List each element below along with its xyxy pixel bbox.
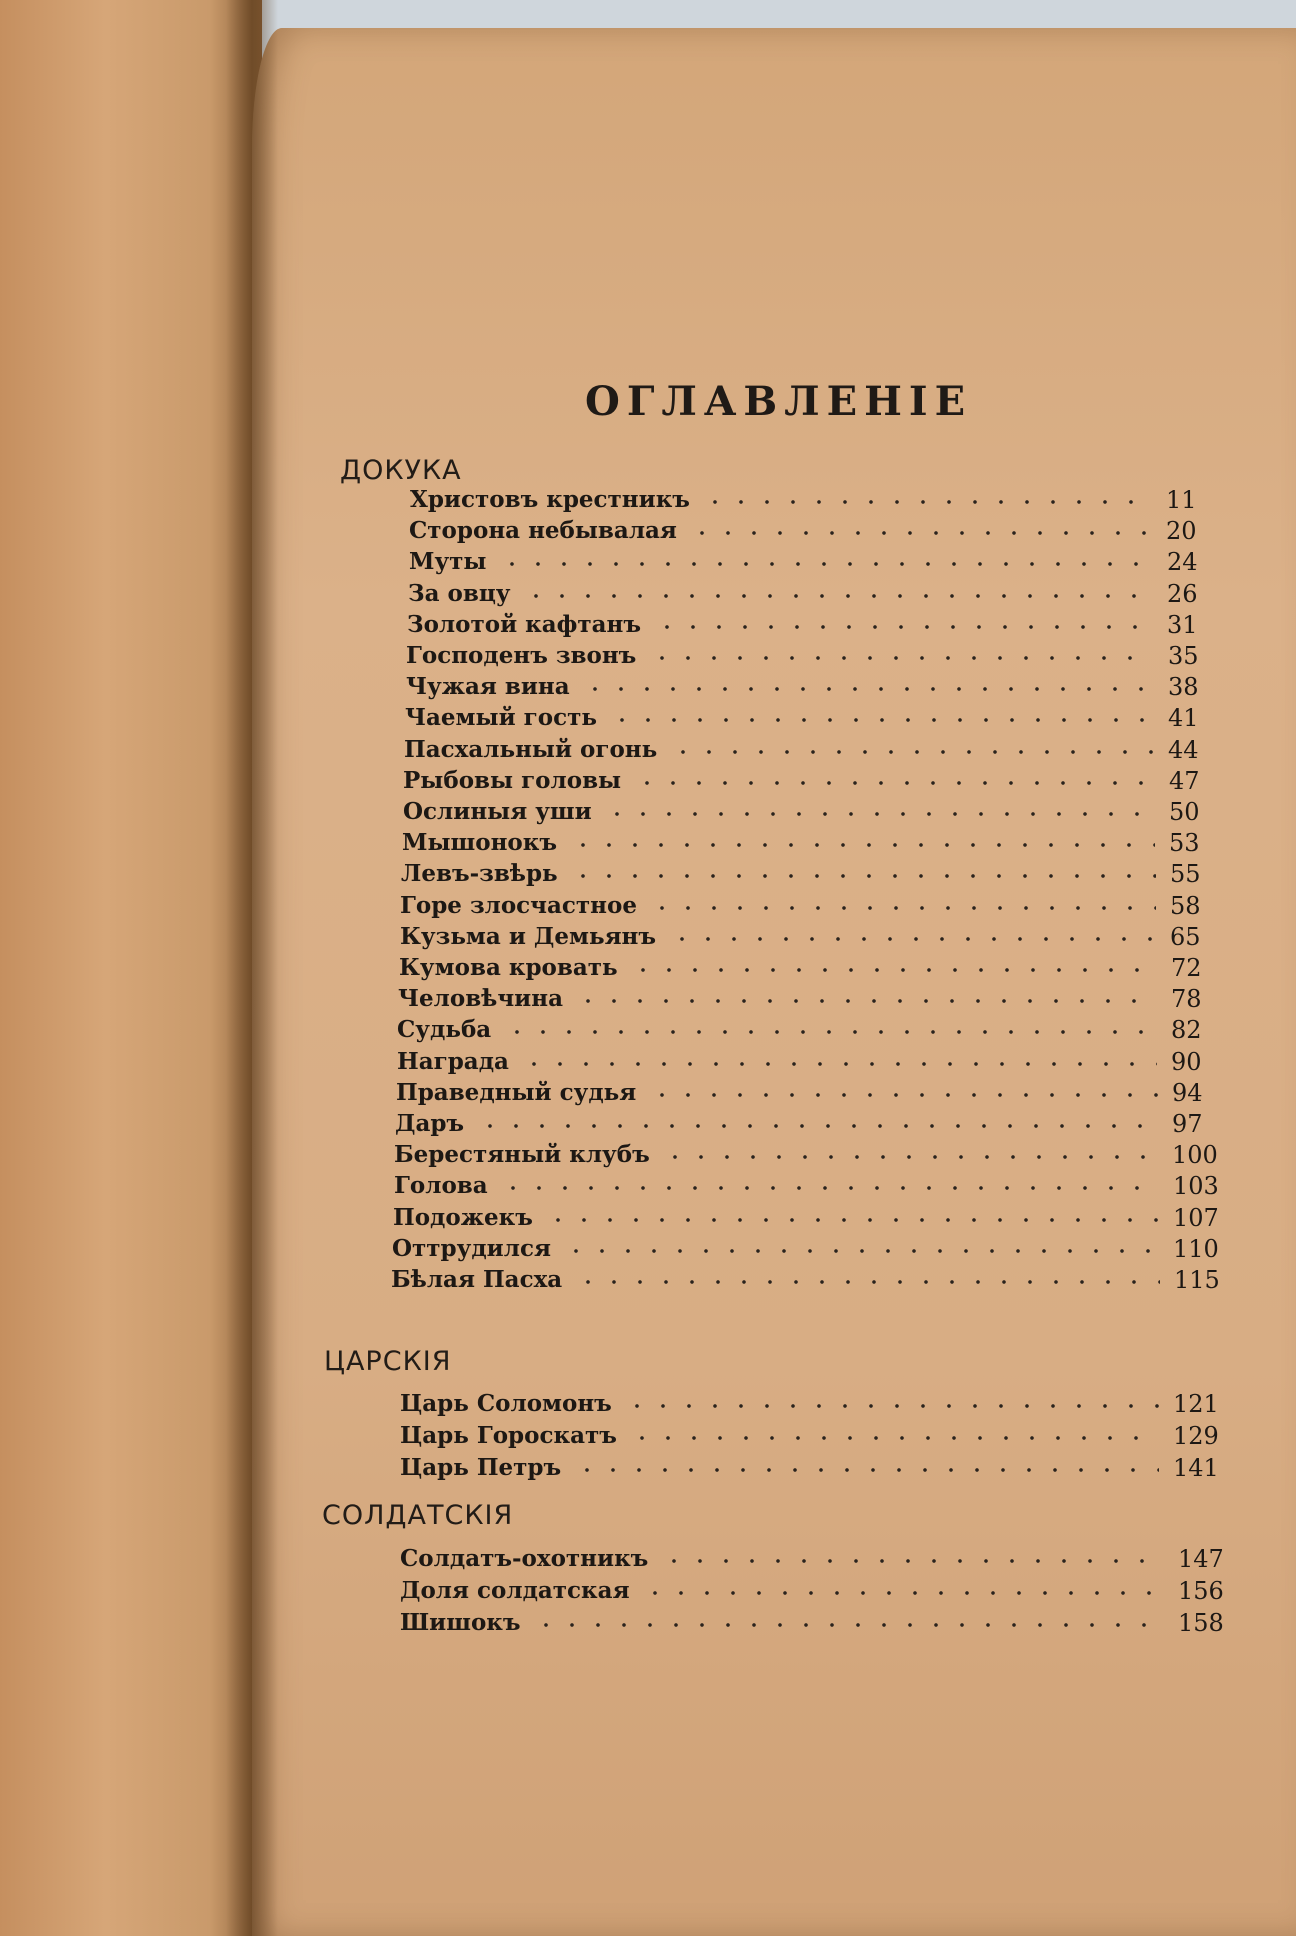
entry-title: Солдатъ-охотникъ — [400, 1545, 649, 1572]
dot-leader — [662, 1155, 1158, 1159]
toc-entry — [408, 580, 1227, 612]
section-heading: ЦАРСКІЯ — [324, 1346, 452, 1377]
dot-leader — [661, 1559, 1164, 1563]
dot-leader — [504, 1030, 1157, 1034]
entry-title: Шишокъ — [400, 1609, 521, 1636]
dot-leader — [500, 1186, 1159, 1190]
entry-page-number: 31 — [1167, 611, 1198, 639]
toc-title: ОГЛАВЛЕНІЕ — [585, 378, 973, 425]
entry-page-number: 94 — [1172, 1079, 1203, 1107]
toc-entry — [404, 736, 1228, 768]
entry-page-number: 47 — [1169, 767, 1200, 795]
entry-title: Чужая вина — [406, 673, 570, 700]
entry-page-number: 11 — [1166, 486, 1197, 514]
entry-title: Левъ-звѣрь — [401, 860, 558, 887]
toc-entry — [396, 1079, 1232, 1111]
dot-leader — [609, 718, 1154, 722]
entry-title: Праведный судья — [396, 1079, 637, 1106]
dot-leader — [624, 1404, 1159, 1408]
entry-page-number: 78 — [1171, 985, 1202, 1013]
entry-title: Ослиныя уши — [403, 798, 592, 825]
entry-page-number: 90 — [1171, 1048, 1202, 1076]
dot-leader — [630, 968, 1157, 972]
section-heading: ДОКУКА — [340, 455, 462, 486]
dot-leader — [649, 656, 1154, 660]
dot-leader — [604, 812, 1155, 816]
toc-entry — [403, 798, 1229, 830]
toc-entry — [400, 892, 1230, 924]
toc-entry — [405, 704, 1228, 736]
toc-entry — [400, 1422, 1233, 1454]
entry-title: Награда — [397, 1048, 509, 1075]
entry-title: Судьба — [397, 1016, 492, 1043]
left-page — [0, 0, 262, 1936]
entry-title: Кумова кровать — [399, 954, 618, 981]
entry-title: За овцу — [408, 580, 511, 607]
toc-entry — [397, 1048, 1231, 1080]
dot-leader — [649, 906, 1156, 910]
entry-page-number: 129 — [1173, 1422, 1219, 1450]
dot-leader — [634, 781, 1155, 785]
entry-title: Человѣчина — [398, 985, 563, 1012]
toc-entry — [403, 767, 1229, 799]
toc-entry — [406, 673, 1228, 705]
entry-title: Христовъ крестникъ — [410, 486, 690, 513]
toc-entry — [393, 1204, 1233, 1236]
entry-page-number: 141 — [1173, 1454, 1219, 1482]
entry-title: Рыбовы головы — [403, 767, 622, 794]
entry-page-number: 115 — [1174, 1266, 1220, 1294]
toc-entry — [400, 1545, 1238, 1577]
toc-entry — [407, 611, 1227, 643]
entry-title: Чаемый гость — [405, 704, 597, 731]
entry-title: Горе злосчастное — [400, 892, 637, 919]
toc-entry — [409, 517, 1226, 549]
dot-leader — [575, 1280, 1160, 1284]
entry-title: Голова — [394, 1172, 488, 1199]
entry-page-number: 20 — [1166, 517, 1197, 545]
dot-leader — [702, 500, 1152, 504]
toc-entry — [392, 1235, 1233, 1267]
entry-page-number: 110 — [1173, 1235, 1219, 1263]
toc-entry — [395, 1110, 1232, 1142]
dot-leader — [570, 874, 1156, 878]
toc-entry — [400, 1390, 1233, 1422]
entry-page-number: 65 — [1170, 923, 1201, 951]
toc-entry — [398, 985, 1231, 1017]
entry-page-number: 53 — [1169, 829, 1200, 857]
entry-title: Царь Петръ — [400, 1454, 562, 1481]
entry-page-number: 121 — [1173, 1390, 1219, 1418]
entry-page-number: 158 — [1178, 1609, 1224, 1637]
toc-entry — [400, 1454, 1233, 1486]
entry-title: Муты — [409, 548, 487, 575]
entry-page-number: 44 — [1168, 736, 1199, 764]
entry-page-number: 82 — [1171, 1016, 1202, 1044]
entry-page-number: 103 — [1173, 1172, 1219, 1200]
entry-page-number: 58 — [1170, 892, 1201, 920]
dot-leader — [629, 1436, 1159, 1440]
entry-title: Царь Соломонъ — [400, 1390, 612, 1417]
entry-page-number: 156 — [1178, 1577, 1224, 1605]
entry-title: Бѣлая Пасха — [391, 1266, 563, 1293]
dot-leader — [563, 1249, 1159, 1253]
entry-page-number: 24 — [1167, 548, 1198, 576]
entry-page-number: 35 — [1168, 642, 1199, 670]
dot-leader — [575, 999, 1157, 1003]
entry-title: Кузьма и Демьянъ — [400, 923, 657, 950]
entry-title: Даръ — [395, 1110, 465, 1137]
entry-page-number: 55 — [1170, 860, 1201, 888]
section-heading: СОЛДАТСКІЯ — [322, 1500, 514, 1531]
toc-entry — [397, 1016, 1231, 1048]
entry-title: Доля солдатская — [400, 1577, 630, 1604]
entry-page-number: 26 — [1167, 580, 1198, 608]
dot-leader — [521, 1062, 1157, 1066]
entry-title: Царь Гороскатъ — [400, 1422, 617, 1449]
dot-leader — [574, 1468, 1159, 1472]
toc-entry — [394, 1172, 1233, 1204]
entry-title: Мышонокъ — [402, 829, 558, 856]
dot-leader — [477, 1124, 1158, 1128]
dot-leader — [570, 843, 1155, 847]
dot-leader — [669, 937, 1156, 941]
dot-leader — [545, 1218, 1159, 1222]
dot-leader — [582, 687, 1154, 691]
toc-entry — [400, 1609, 1238, 1641]
dot-leader — [499, 562, 1153, 566]
entry-title: Золотой кафтанъ — [407, 611, 642, 638]
dot-leader — [523, 594, 1153, 598]
entry-title: Пасхальный огонь — [404, 736, 658, 763]
entry-page-number: 72 — [1171, 954, 1202, 982]
entry-page-number: 41 — [1168, 704, 1199, 732]
dot-leader — [642, 1591, 1164, 1595]
toc-entry — [406, 642, 1228, 674]
entry-title: Берестяный клубъ — [394, 1141, 650, 1168]
toc-entry — [402, 829, 1229, 861]
toc-entry — [394, 1141, 1232, 1173]
entry-page-number: 38 — [1168, 673, 1199, 701]
toc-entry — [400, 1577, 1238, 1609]
toc-entry — [401, 860, 1230, 892]
entry-page-number: 97 — [1172, 1110, 1203, 1138]
entry-title: Оттрудился — [392, 1235, 551, 1262]
entry-title: Сторона небывалая — [409, 517, 677, 544]
toc-entry — [409, 548, 1227, 580]
toc-entry — [400, 923, 1230, 955]
dot-leader — [689, 531, 1152, 535]
entry-title: Подожекъ — [393, 1204, 533, 1231]
entry-page-number: 100 — [1172, 1141, 1218, 1169]
entry-page-number: 50 — [1169, 798, 1200, 826]
dot-leader — [533, 1623, 1164, 1627]
toc-entry — [410, 486, 1226, 518]
entry-title: Господенъ звонъ — [406, 642, 637, 669]
dot-leader — [654, 625, 1153, 629]
toc-entry — [399, 954, 1231, 986]
entry-page-number: 147 — [1178, 1545, 1224, 1573]
entry-page-number: 107 — [1173, 1204, 1219, 1232]
toc-entry — [391, 1266, 1234, 1298]
book-gutter — [226, 0, 278, 1936]
dot-leader — [670, 750, 1154, 754]
dot-leader — [649, 1093, 1158, 1097]
